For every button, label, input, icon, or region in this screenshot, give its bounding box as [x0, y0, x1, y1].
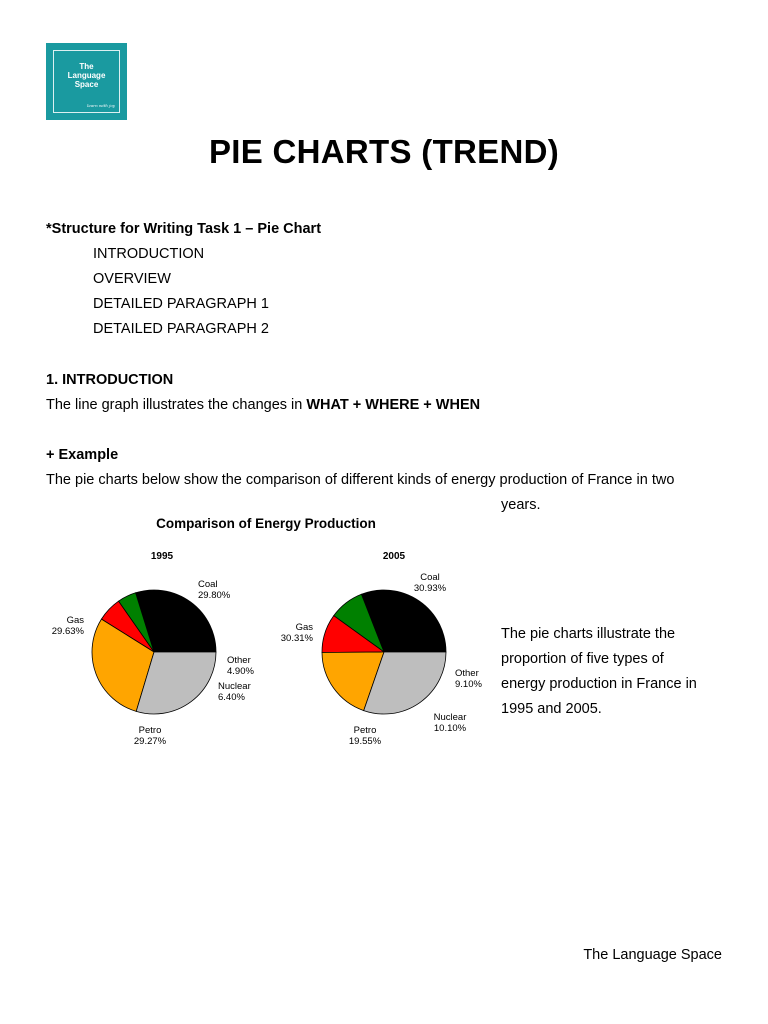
- pie-value-1995-coal: 29.80%: [198, 590, 231, 601]
- pie-value-2005-other: 9.10%: [455, 679, 482, 690]
- chart-2005-subtitle: 2005: [382, 551, 406, 562]
- introduction-heading: 1. INTRODUCTION: [46, 372, 174, 388]
- pie-label-1995-gas: Gas: [66, 615, 84, 626]
- pie-value-2005-coal: 30.93%: [413, 583, 447, 594]
- structure-item-overview: OVERVIEW: [93, 271, 171, 287]
- side-paragraph-line-4: 1995 and 2005.: [501, 701, 602, 717]
- logo-line-1: The: [79, 62, 94, 71]
- pie-2005: [322, 590, 446, 714]
- introduction-text-prefix: The line graph illustrates the changes in: [46, 397, 307, 413]
- pie-label-1995-nuclear: Nuclear: [218, 681, 251, 692]
- side-paragraph: [501, 622, 741, 722]
- pie-1995: [92, 590, 216, 714]
- structure-item-detailed-1: DETAILED PARAGRAPH 1: [93, 296, 269, 312]
- introduction-text-bold: WHAT + WHERE + WHEN: [306, 397, 481, 413]
- structure-heading: *Structure for Writing Task 1 – Pie Chart: [46, 221, 322, 237]
- pie-value-1995-petro: 29.27%: [133, 736, 167, 747]
- logo-line-2: Language: [67, 71, 106, 80]
- example-heading: + Example: [46, 447, 119, 463]
- side-paragraph-line-1: The pie charts illustrate the: [501, 626, 676, 642]
- pie-label-1995-other: Other: [227, 655, 251, 666]
- pie-label-2005-coal: Coal: [420, 572, 440, 583]
- pie-value-2005-nuclear: 10.10%: [433, 723, 467, 734]
- side-paragraph-line-3: energy production in France in: [501, 676, 697, 692]
- example-line-2: years.: [501, 497, 541, 513]
- pie-value-2005-petro: 19.55%: [348, 736, 382, 747]
- pie-label-2005-gas: Gas: [295, 622, 313, 633]
- pie-label-1995-coal: Coal: [198, 579, 218, 590]
- pie-label-2005-petro: Petro: [353, 725, 377, 736]
- example-line-1: The pie charts below show the comparison of different kinds of energy production of France in two: [46, 472, 675, 488]
- chart-1995-subtitle: 1995: [150, 551, 174, 562]
- structure-item-detailed-2: DETAILED PARAGRAPH 2: [93, 321, 269, 337]
- chart-title: Comparison of Energy Production: [156, 516, 376, 531]
- page-title: PIE CHARTS (TREND): [208, 133, 560, 170]
- pie-value-1995-other: 4.90%: [227, 666, 254, 677]
- pie-label-2005-other: Other: [455, 668, 479, 679]
- side-paragraph-line-2: proportion of five types of: [501, 651, 664, 667]
- pie-value-1995-gas: 29.63%: [51, 626, 84, 637]
- pie-value-2005-gas: 30.31%: [280, 633, 313, 644]
- logo-tagline: learn with joy: [87, 103, 115, 108]
- pie-label-1995-petro: Petro: [138, 725, 162, 736]
- pie-value-1995-nuclear: 6.40%: [218, 692, 245, 703]
- footer-brand: The Language Space: [583, 947, 722, 963]
- structure-item-introduction: INTRODUCTION: [93, 246, 205, 262]
- pie-label-2005-nuclear: Nuclear: [433, 712, 467, 723]
- logo-line-3: Space: [74, 80, 99, 89]
